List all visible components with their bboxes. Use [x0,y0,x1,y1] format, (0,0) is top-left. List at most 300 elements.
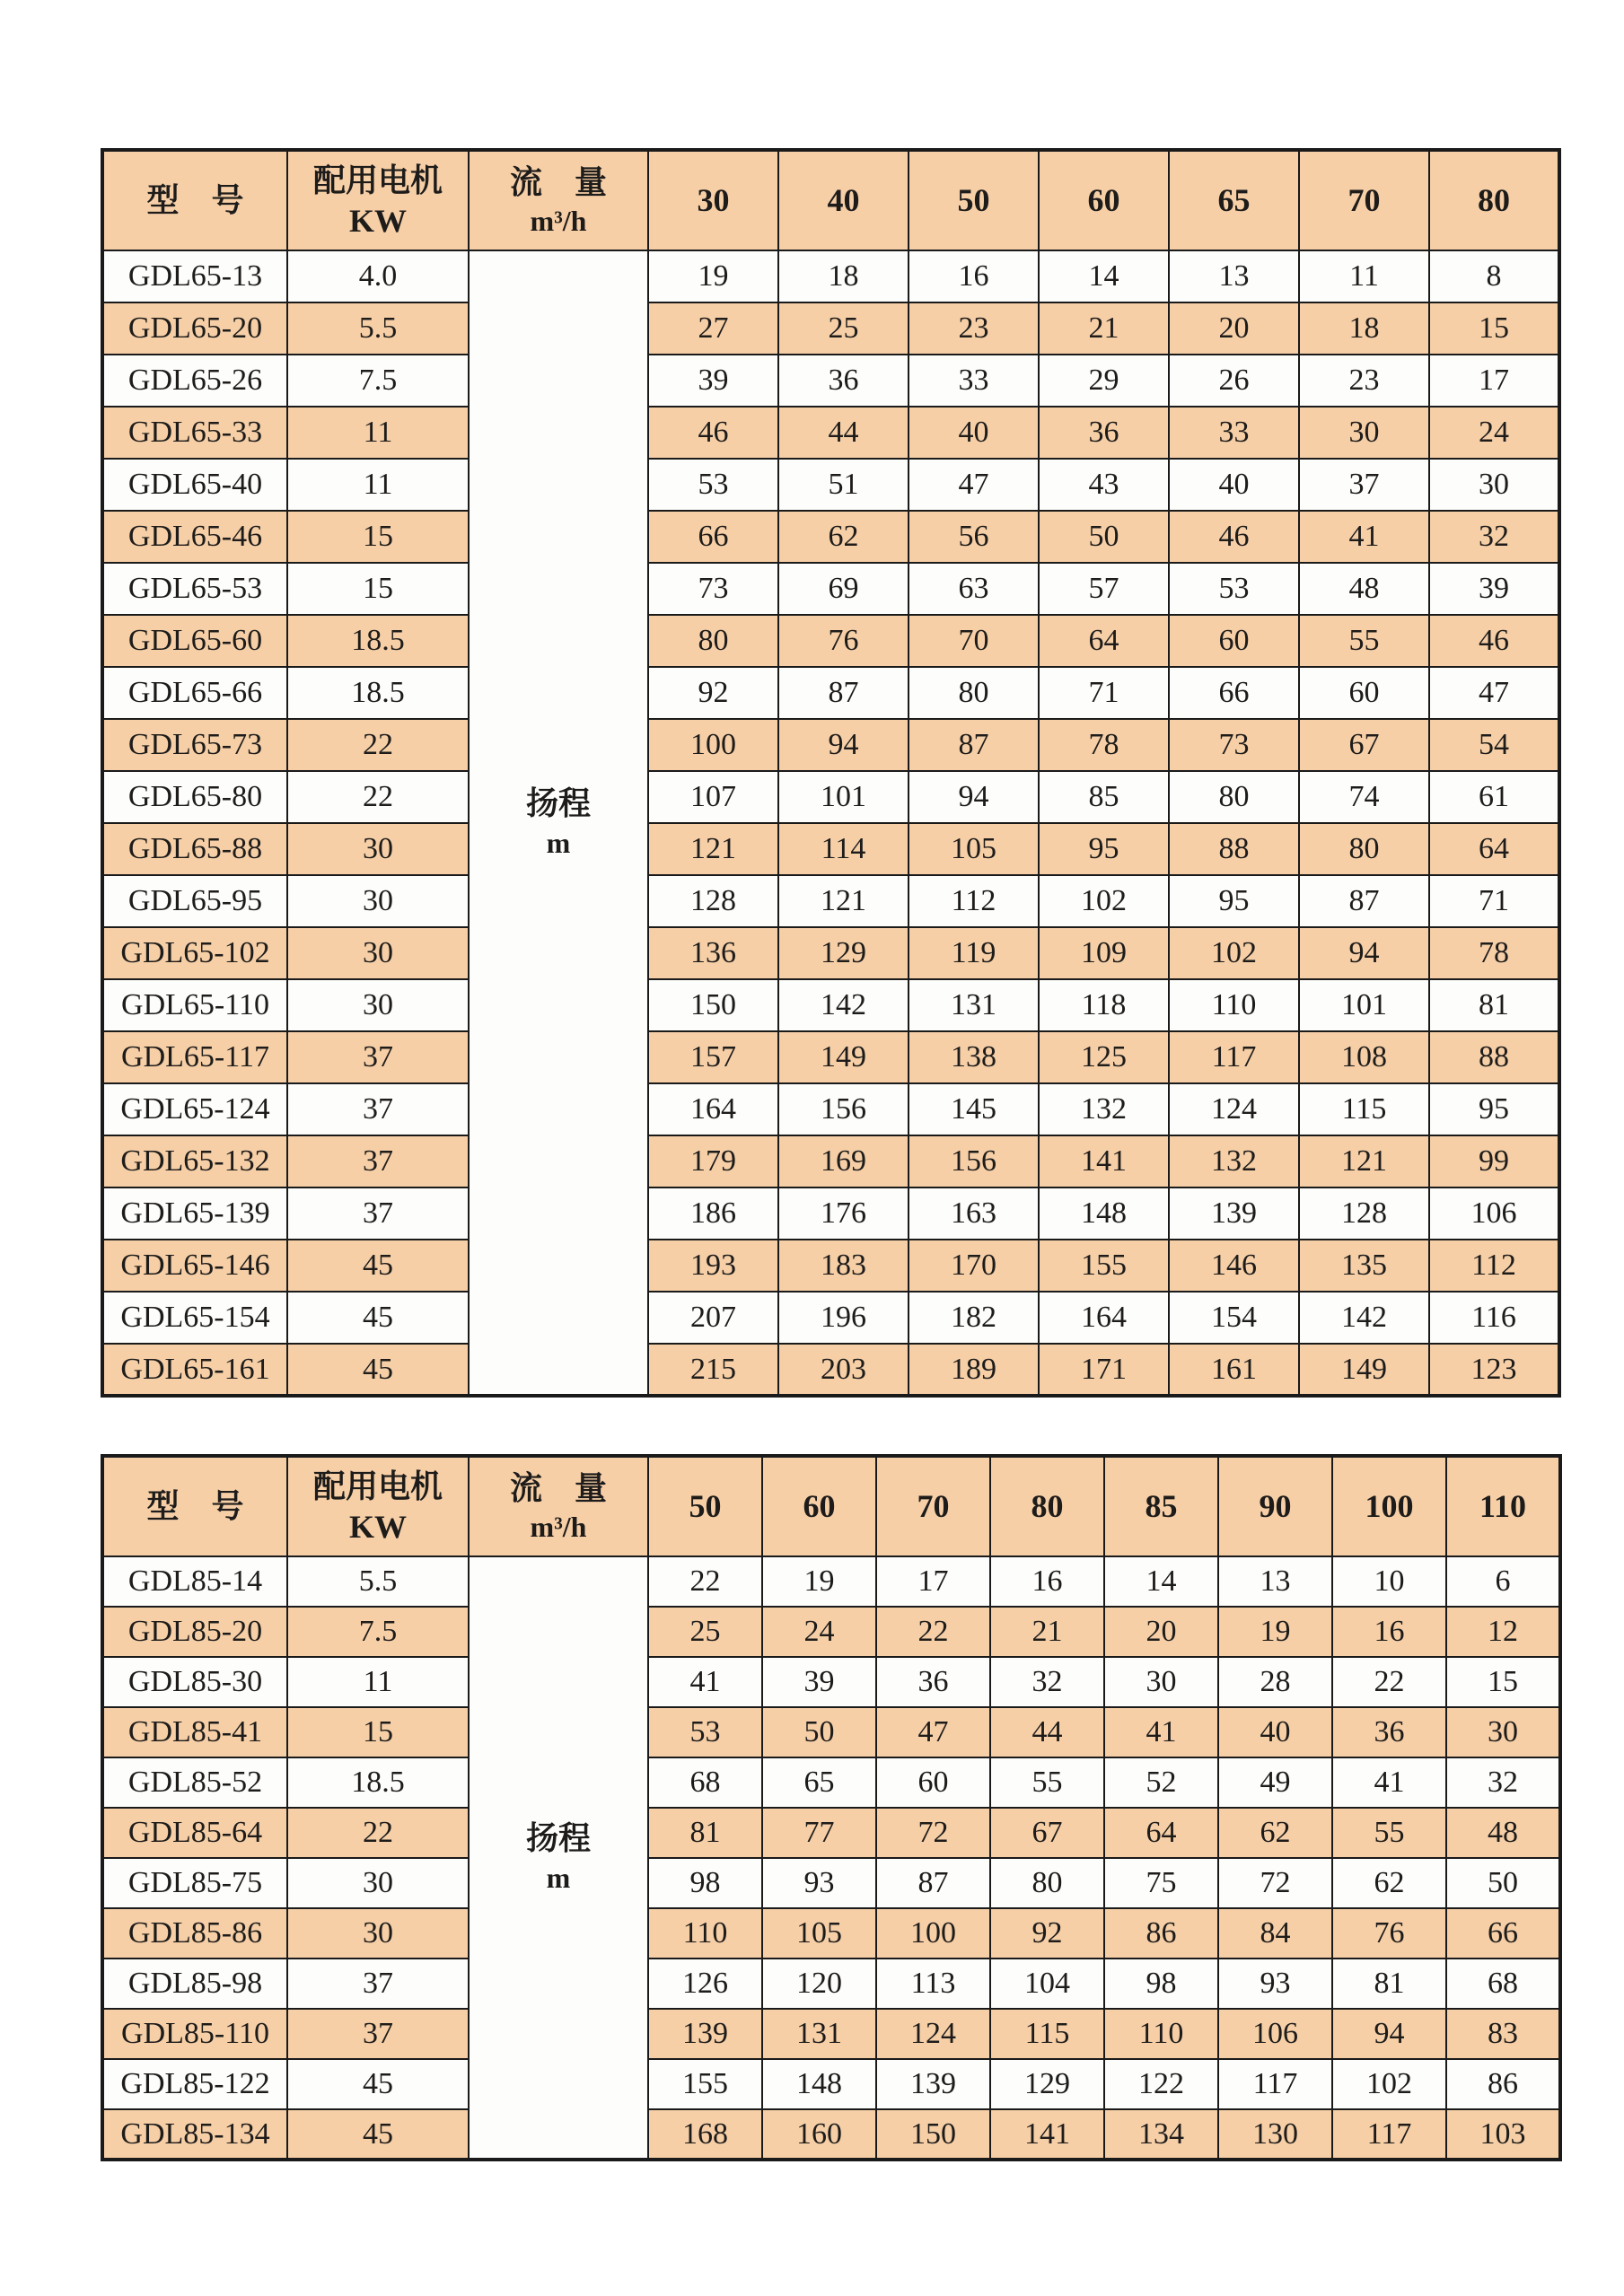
head-value-cell: 148 [762,2059,876,2109]
table-row [102,2059,1560,2109]
head-value-cell: 21 [990,1607,1104,1657]
head-value-cell: 66 [1446,1908,1560,1959]
motor-kw-cell: 11 [287,407,469,459]
head-value-cell: 83 [1446,2009,1560,2059]
head-value-cell: 120 [762,1959,876,2009]
motor-header-unit: KW [348,202,407,239]
head-value-cell: 22 [876,1607,990,1657]
flow-header-unit: m³/h [530,1511,587,1543]
head-value-cell: 92 [648,667,778,719]
head-value-cell: 156 [778,1083,909,1135]
head-value-cell: 135 [1299,1240,1429,1292]
head-value-cell: 115 [1299,1083,1429,1135]
head-value-cell: 80 [1169,771,1299,823]
head-merged-cell [469,250,648,1396]
head-value-cell: 41 [1299,511,1429,563]
table-row [102,1858,1560,1908]
flow-rate-header-cell [1446,1456,1560,1556]
model-cell: GDL65-110 [102,979,287,1031]
head-value-cell: 16 [990,1556,1104,1607]
head-value-cell: 112 [909,875,1039,927]
table-row [102,250,1559,302]
head-value-cell: 81 [1332,1959,1446,2009]
head-value-cell: 125 [1039,1031,1169,1083]
head-label: 扬程 [525,1820,591,1857]
head-value-cell: 75 [1104,1858,1218,1908]
table-row [102,407,1559,459]
head-value-cell: 13 [1169,250,1299,302]
flow-header-label: 流 量 [509,164,607,200]
head-value-cell: 19 [762,1556,876,1607]
flow-rate-value: 50 [957,182,990,218]
head-value-cell: 134 [1104,2109,1218,2160]
header-motor-cell [287,1456,469,1556]
head-value-cell: 47 [876,1707,990,1757]
head-value-cell: 16 [1332,1607,1446,1657]
head-value-cell: 87 [778,667,909,719]
flow-rate-value: 60 [1087,182,1120,218]
head-value-cell: 71 [1429,875,1559,927]
table-row [102,719,1559,771]
head-value-cell: 186 [648,1187,778,1240]
header-model-cell [102,150,287,250]
head-value-cell: 30 [1299,407,1429,459]
motor-header-unit: KW [348,1508,407,1545]
head-value-cell: 124 [876,2009,990,2059]
head-value-cell: 43 [1039,459,1169,511]
head-value-cell: 88 [1429,1031,1559,1083]
head-value-cell: 106 [1429,1187,1559,1240]
head-value-cell: 64 [1429,823,1559,875]
head-value-cell: 102 [1039,875,1169,927]
head-value-cell: 164 [1039,1292,1169,1344]
motor-kw-cell: 18.5 [287,1757,469,1808]
head-value-cell: 105 [909,823,1039,875]
model-cell: GDL85-98 [102,1959,287,2009]
table-row [102,615,1559,667]
table-row [102,459,1559,511]
head-value-cell: 17 [876,1556,990,1607]
flow-rate-header-cell [648,1456,762,1556]
head-value-cell: 36 [1039,407,1169,459]
head-value-cell: 110 [1169,979,1299,1031]
head-value-cell: 156 [909,1135,1039,1187]
head-value-cell: 203 [778,1344,909,1396]
head-value-cell: 149 [778,1031,909,1083]
head-value-cell: 64 [1039,615,1169,667]
head-value-cell: 76 [1332,1908,1446,1959]
head-value-cell: 73 [1169,719,1299,771]
head-value-cell: 154 [1169,1292,1299,1344]
motor-kw-cell: 30 [287,823,469,875]
head-value-cell: 101 [1299,979,1429,1031]
flow-rate-header-cell [1218,1456,1332,1556]
head-value-cell: 55 [1299,615,1429,667]
head-value-cell: 44 [778,407,909,459]
head-value-cell: 150 [876,2109,990,2160]
flow-rate-header-cell [1332,1456,1446,1556]
head-value-cell: 215 [648,1344,778,1396]
head-value-cell: 138 [909,1031,1039,1083]
flow-rate-value: 85 [1145,1488,1178,1524]
head-value-cell: 92 [990,1908,1104,1959]
head-value-cell: 48 [1299,563,1429,615]
head-value-cell: 30 [1429,459,1559,511]
flow-rate-value: 65 [1217,182,1251,218]
head-value-cell: 20 [1169,302,1299,355]
head-value-cell: 115 [990,2009,1104,2059]
head-value-cell: 136 [648,927,778,979]
flow-rate-value: 90 [1259,1488,1292,1524]
header-row [102,1456,1560,1556]
head-value-cell: 24 [762,1607,876,1657]
head-value-cell: 32 [1446,1757,1560,1808]
head-value-cell: 161 [1169,1344,1299,1396]
head-value-cell: 30 [1104,1657,1218,1707]
head-value-cell: 39 [762,1657,876,1707]
head-value-cell: 66 [648,511,778,563]
motor-kw-cell: 11 [287,459,469,511]
head-unit: m [546,1862,571,1895]
table-row [102,1707,1560,1757]
head-value-cell: 41 [648,1657,762,1707]
head-value-cell: 66 [1169,667,1299,719]
head-value-cell: 49 [1218,1757,1332,1808]
head-value-cell: 103 [1446,2109,1560,2160]
head-value-cell: 88 [1169,823,1299,875]
flow-rate-value: 80 [1478,182,1510,218]
motor-kw-cell: 45 [287,1344,469,1396]
head-value-cell: 14 [1104,1556,1218,1607]
table-row [102,1908,1560,1959]
head-value-cell: 65 [762,1757,876,1808]
head-value-cell: 39 [648,355,778,407]
header-row [102,150,1559,250]
head-value-cell: 30 [1446,1707,1560,1757]
head-value-cell: 50 [762,1707,876,1757]
flow-rate-header-cell [1104,1456,1218,1556]
motor-kw-cell: 45 [287,2109,469,2160]
motor-kw-cell: 22 [287,1808,469,1858]
head-value-cell: 52 [1104,1757,1218,1808]
head-value-cell: 182 [909,1292,1039,1344]
head-value-cell: 16 [909,250,1039,302]
head-value-cell: 87 [876,1858,990,1908]
head-value-cell: 157 [648,1031,778,1083]
table-row [102,1657,1560,1707]
head-value-cell: 53 [1169,563,1299,615]
head-value-cell: 128 [1299,1187,1429,1240]
table-row [102,823,1559,875]
table-row [102,1607,1560,1657]
head-value-cell: 50 [1039,511,1169,563]
flow-rate-value: 60 [803,1488,836,1524]
head-value-cell: 20 [1104,1607,1218,1657]
motor-kw-cell: 15 [287,511,469,563]
head-value-cell: 25 [778,302,909,355]
head-value-cell: 118 [1039,979,1169,1031]
model-cell: GDL65-13 [102,250,287,302]
head-value-cell: 26 [1169,355,1299,407]
motor-kw-cell: 15 [287,563,469,615]
head-value-cell: 63 [909,563,1039,615]
head-value-cell: 139 [1169,1187,1299,1240]
head-value-cell: 25 [648,1607,762,1657]
head-value-cell: 176 [778,1187,909,1240]
head-label: 扬程 [525,785,591,822]
head-value-cell: 145 [909,1083,1039,1135]
model-cell: GDL85-134 [102,2109,287,2160]
head-value-cell: 72 [876,1808,990,1858]
flow-rate-value: 100 [1365,1488,1414,1524]
flow-rate-value: 110 [1479,1488,1526,1524]
head-value-cell: 60 [1169,615,1299,667]
table-row [102,1344,1559,1396]
head-value-cell: 106 [1218,2009,1332,2059]
head-value-cell: 10 [1332,1556,1446,1607]
head-value-cell: 19 [648,250,778,302]
header-motor-cell [287,150,469,250]
motor-kw-cell: 15 [287,1707,469,1757]
head-value-cell: 141 [1039,1135,1169,1187]
flow-rate-header-cell [778,150,909,250]
motor-kw-cell: 45 [287,1240,469,1292]
motor-kw-cell: 30 [287,1908,469,1959]
head-value-cell: 48 [1446,1808,1560,1858]
head-value-cell: 94 [1332,2009,1446,2059]
head-value-cell: 18 [778,250,909,302]
head-value-cell: 61 [1429,771,1559,823]
head-merged-cell [469,1556,648,2160]
head-value-cell: 81 [648,1808,762,1858]
table-row [102,875,1559,927]
head-value-cell: 189 [909,1344,1039,1396]
model-cell: GDL65-60 [102,615,287,667]
head-value-cell: 207 [648,1292,778,1344]
table-row [102,563,1559,615]
head-value-cell: 148 [1039,1187,1169,1240]
model-cell: GDL85-75 [102,1858,287,1908]
head-value-cell: 121 [778,875,909,927]
head-value-cell: 98 [1104,1959,1218,2009]
head-value-cell: 149 [1299,1344,1429,1396]
head-value-cell: 15 [1429,302,1559,355]
head-value-cell: 130 [1218,2109,1332,2160]
head-value-cell: 94 [909,771,1039,823]
head-value-cell: 100 [648,719,778,771]
model-cell: GDL85-14 [102,1556,287,1607]
head-value-cell: 13 [1218,1556,1332,1607]
head-value-cell: 85 [1039,771,1169,823]
head-value-cell: 164 [648,1083,778,1135]
head-value-cell: 81 [1429,979,1559,1031]
table-row [102,667,1559,719]
head-value-cell: 139 [876,2059,990,2109]
head-value-cell: 23 [909,302,1039,355]
head-value-cell: 94 [778,719,909,771]
head-value-cell: 121 [648,823,778,875]
motor-kw-cell: 30 [287,927,469,979]
head-value-cell: 155 [1039,1240,1169,1292]
motor-kw-cell: 5.5 [287,1556,469,1607]
head-value-cell: 171 [1039,1344,1169,1396]
model-cell: GDL65-26 [102,355,287,407]
head-value-cell: 132 [1039,1083,1169,1135]
table-row [102,1556,1560,1607]
head-value-cell: 126 [648,1959,762,2009]
head-value-cell: 68 [1446,1959,1560,2009]
head-value-cell: 19 [1218,1607,1332,1657]
head-value-cell: 76 [778,615,909,667]
head-value-cell: 105 [762,1908,876,1959]
flow-rate-header-cell [876,1456,990,1556]
flow-rate-value: 70 [917,1488,950,1524]
head-value-cell: 114 [778,823,909,875]
head-value-cell: 142 [778,979,909,1031]
table-row [102,1808,1560,1858]
model-cell: GDL65-80 [102,771,287,823]
head-value-cell: 95 [1169,875,1299,927]
head-value-cell: 113 [876,1959,990,2009]
head-value-cell: 67 [990,1808,1104,1858]
head-value-cell: 108 [1299,1031,1429,1083]
head-value-cell: 86 [1104,1908,1218,1959]
flow-rate-header-cell [648,150,778,250]
flow-header-label: 流 量 [509,1470,607,1506]
head-value-cell: 131 [762,2009,876,2059]
head-value-cell: 160 [762,2109,876,2160]
model-cell: GDL85-52 [102,1757,287,1808]
gdl85-pump-spec-table [101,1454,1562,2161]
head-value-cell: 196 [778,1292,909,1344]
head-value-cell: 80 [990,1858,1104,1908]
head-value-cell: 36 [1332,1707,1446,1757]
head-value-cell: 41 [1332,1757,1446,1808]
head-value-cell: 86 [1446,2059,1560,2109]
table-row [102,979,1559,1031]
head-value-cell: 36 [778,355,909,407]
motor-kw-cell: 18.5 [287,615,469,667]
head-value-cell: 80 [648,615,778,667]
model-cell: GDL85-64 [102,1808,287,1858]
head-value-cell: 78 [1039,719,1169,771]
table-row [102,302,1559,355]
head-value-cell: 21 [1039,302,1169,355]
head-value-cell: 60 [1299,667,1429,719]
motor-kw-cell: 45 [287,1292,469,1344]
head-value-cell: 40 [1218,1707,1332,1757]
head-value-cell: 69 [778,563,909,615]
head-value-cell: 70 [909,615,1039,667]
head-value-cell: 163 [909,1187,1039,1240]
head-value-cell: 53 [648,459,778,511]
motor-kw-cell: 4.0 [287,250,469,302]
head-value-cell: 102 [1332,2059,1446,2109]
model-cell: GDL65-124 [102,1083,287,1135]
head-value-cell: 46 [1169,511,1299,563]
head-value-cell: 62 [1332,1858,1446,1908]
head-value-cell: 179 [648,1135,778,1187]
model-cell: GDL65-53 [102,563,287,615]
model-cell: GDL85-30 [102,1657,287,1707]
head-value-cell: 139 [648,2009,762,2059]
head-value-cell: 142 [1299,1292,1429,1344]
model-header-label: 型 号 [146,1488,244,1524]
head-value-cell: 44 [990,1707,1104,1757]
head-value-cell: 41 [1104,1707,1218,1757]
head-value-cell: 53 [648,1707,762,1757]
head-value-cell: 64 [1104,1808,1218,1858]
table-row [102,1135,1559,1187]
head-value-cell: 23 [1299,355,1429,407]
model-header-label: 型 号 [146,182,244,218]
flow-rate-value: 40 [827,182,860,218]
head-value-cell: 141 [990,2109,1104,2160]
head-value-cell: 129 [990,2059,1104,2109]
model-cell: GDL65-132 [102,1135,287,1187]
head-value-cell: 104 [990,1959,1104,2009]
head-value-cell: 155 [648,2059,762,2109]
table-row [102,1240,1559,1292]
head-value-cell: 68 [648,1757,762,1808]
head-value-cell: 168 [648,2109,762,2160]
head-value-cell: 100 [876,1908,990,1959]
head-value-cell: 131 [909,979,1039,1031]
head-value-cell: 117 [1218,2059,1332,2109]
flow-rate-header-cell [1429,150,1559,250]
head-value-cell: 47 [1429,667,1559,719]
model-cell: GDL65-66 [102,667,287,719]
motor-header-label: 配用电机 [312,1468,443,1504]
head-value-cell: 18 [1299,302,1429,355]
head-value-cell: 116 [1429,1292,1559,1344]
head-value-cell: 193 [648,1240,778,1292]
head-value-cell: 87 [1299,875,1429,927]
flow-rate-header-cell [1299,150,1429,250]
head-value-cell: 36 [876,1657,990,1707]
head-value-cell: 57 [1039,563,1169,615]
head-value-cell: 132 [1169,1135,1299,1187]
model-cell: GDL85-20 [102,1607,287,1657]
head-value-cell: 169 [778,1135,909,1187]
head-value-cell: 71 [1039,667,1169,719]
head-value-cell: 39 [1429,563,1559,615]
motor-header-label: 配用电机 [312,162,443,198]
head-value-cell: 22 [1332,1657,1446,1707]
motor-kw-cell: 22 [287,719,469,771]
table-row [102,511,1559,563]
header-flow-cell [469,150,648,250]
head-value-cell: 32 [1429,511,1559,563]
head-value-cell: 102 [1169,927,1299,979]
head-value-cell: 46 [1429,615,1559,667]
head-value-cell: 62 [778,511,909,563]
model-cell: GDL65-20 [102,302,287,355]
head-value-cell: 80 [1299,823,1429,875]
flow-rate-header-cell [1039,150,1169,250]
flow-header-unit: m³/h [530,205,587,237]
head-value-cell: 27 [648,302,778,355]
model-cell: GDL65-88 [102,823,287,875]
head-value-cell: 112 [1429,1240,1559,1292]
model-cell: GDL65-46 [102,511,287,563]
motor-kw-cell: 22 [287,771,469,823]
head-value-cell: 122 [1104,2059,1218,2109]
head-value-cell: 183 [778,1240,909,1292]
head-value-cell: 170 [909,1240,1039,1292]
head-value-cell: 80 [909,667,1039,719]
header-flow-cell [469,1456,648,1556]
